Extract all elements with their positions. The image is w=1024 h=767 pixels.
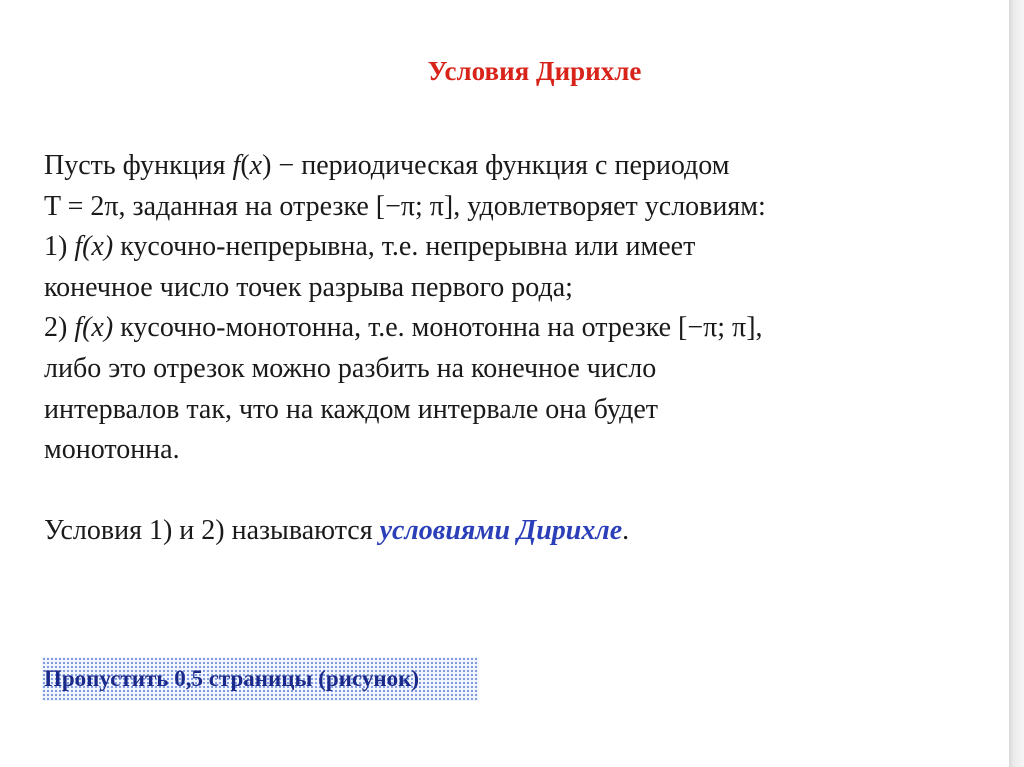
skip-note-text: Пропустить 0,5 страницы (рисунок) <box>44 666 420 691</box>
variable-symbol: x <box>249 150 263 181</box>
condition-2-line-3: интервалов так, что на каждом интервале она будет <box>44 393 659 425</box>
paren-close: ) <box>262 150 272 181</box>
condition-2-line-1 <box>44 308 974 349</box>
condition-2-line-4: монотонна. <box>44 434 180 466</box>
intro-line-2: T = 2π, заданная на отрезке [−π; π], удовлетворяет условиям: <box>44 190 766 222</box>
condition-1-text: кусочно-непрерывна, т.е. непрерывна или имеет <box>113 231 696 263</box>
condition-2-text: кусочно-монотонна, т.е. монотонна на отрезке [−π; π], <box>113 312 763 344</box>
slide-body <box>44 146 974 551</box>
condition-1-function: f <box>74 231 83 263</box>
condition-2-line-2: либо это отрезок можно разбить на конечное число <box>44 352 657 384</box>
condition-1-number: 1) <box>44 231 75 263</box>
condition-1-argument: (x) <box>82 231 114 263</box>
condition-1-line-1 <box>44 227 974 268</box>
conclusion-line <box>44 511 974 552</box>
intro-line-1 <box>44 146 974 187</box>
condition-2-number: 2) <box>44 312 75 344</box>
condition-2-argument: (x) <box>82 312 114 344</box>
conclusion-text: Условия 1) и 2) называются <box>44 514 380 546</box>
condition-2-function: f <box>74 312 83 344</box>
function-symbol: f <box>232 150 241 181</box>
skip-note-box <box>42 657 479 701</box>
intro-text-b: − периодическая функция с периодом <box>271 150 730 181</box>
slide-title: Условия Дирихле <box>427 56 642 86</box>
intro-text-a: Пусть функция <box>44 150 233 181</box>
dirichlet-term: условиями Дирихле <box>379 514 623 546</box>
condition-1-line-2: конечное число точек разрыва первого рода; <box>44 271 573 303</box>
conclusion-period: . <box>622 514 630 546</box>
page-shadow-edge <box>1009 0 1024 767</box>
paren-open: ( <box>240 150 250 181</box>
paragraph-spacer <box>44 471 974 511</box>
